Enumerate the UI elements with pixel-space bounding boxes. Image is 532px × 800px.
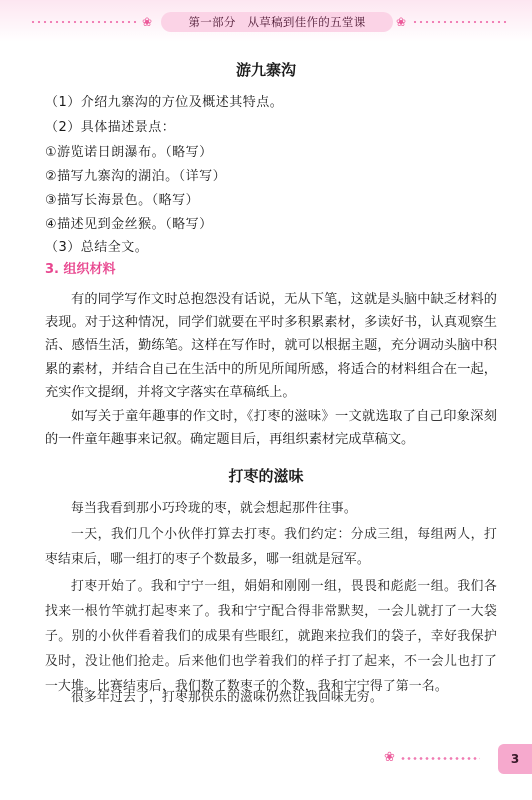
body-paragraph: 有的同学写作文时总抱怨没有话说，无从下笔，这就是头脑中缺乏材料的表现。对于这种情况，同学们就要在平时多积累素材，多读好书，认真观察生活、感悟生活，勤练笔。这样在写作时，就可以根据主题，充分调动头脑中积累的素材，并结合自己在生活中的所见所闻所感，将适合的材料组合在一起，充实作文提纲，并将文字落实在草稿纸上。 [45,292,497,400]
outline-title: 游九寨沟 [235,61,296,79]
section-heading: 3. 组织材料 [45,262,116,277]
page-number: 3 [510,752,520,766]
essay-title: 打枣的滋味 [228,467,304,485]
flower-icon: ❀ [384,750,395,765]
essay-paragraph: 很多年过去了，打枣那快乐的滋味仍然让我回味无穷。 [71,690,383,705]
flower-icon: ❀ [396,15,407,29]
footer-dotted-rule [400,757,480,760]
header-dotted-rule-right [412,21,507,23]
essay-paragraph: 一天，我们几个小伙伴打算去打枣。我们约定：分成三组，每组两人，打枣结束后，哪一组打的枣子个数最多，哪一组就是冠军。 [45,527,497,567]
outline-item: ②描写九寨沟的湖泊。（详写） [45,169,227,184]
header-dotted-rule-left [30,21,140,23]
outline-item: ④描述见到金丝猴。（略写） [45,217,213,232]
flower-icon: ❀ [142,15,153,29]
running-header-title: 第一部分 从草稿到佳作的五堂课 [161,12,393,32]
body-paragraph: 如写关于童年趣事的作文时，《打枣的滋味》一文就选取了自己印象深刻的一件童年趣事来记叙。确定题目后，再组织素材完成草稿文。 [45,409,497,448]
outline-item: （2）具体描述景点： [45,120,176,135]
outline-item: ①游览诺日朗瀑布。（略写） [45,145,213,160]
essay-paragraph: 每当我看到那小巧玲珑的枣，就会想起那件往事。 [71,501,357,516]
outline-item: ③描写长海景色。（略写） [45,193,200,208]
outline-item: （3）总结全文。 [45,240,149,255]
essay-paragraph: 打枣开始了。我和宁宁一组，娟娟和刚刚一组，畏畏和彪彪一组。我们各找来一根竹竿就打起枣来了。我和宁宁配合得非常默契，一会儿就打了一大袋子。别的小伙伴看着我们的成果有些眼红，就跑来拉我们的袋子，幸好我保护及时，没让他们抢走。后来他们也学着我们的样子打了起来，不一会儿也打了一大堆。比赛结束后，我们数了数枣子的个数，我和宁宁得了第一名。 [45,579,497,694]
outline-item: （1）介绍九寨沟的方位及概述其特点。 [45,95,284,110]
